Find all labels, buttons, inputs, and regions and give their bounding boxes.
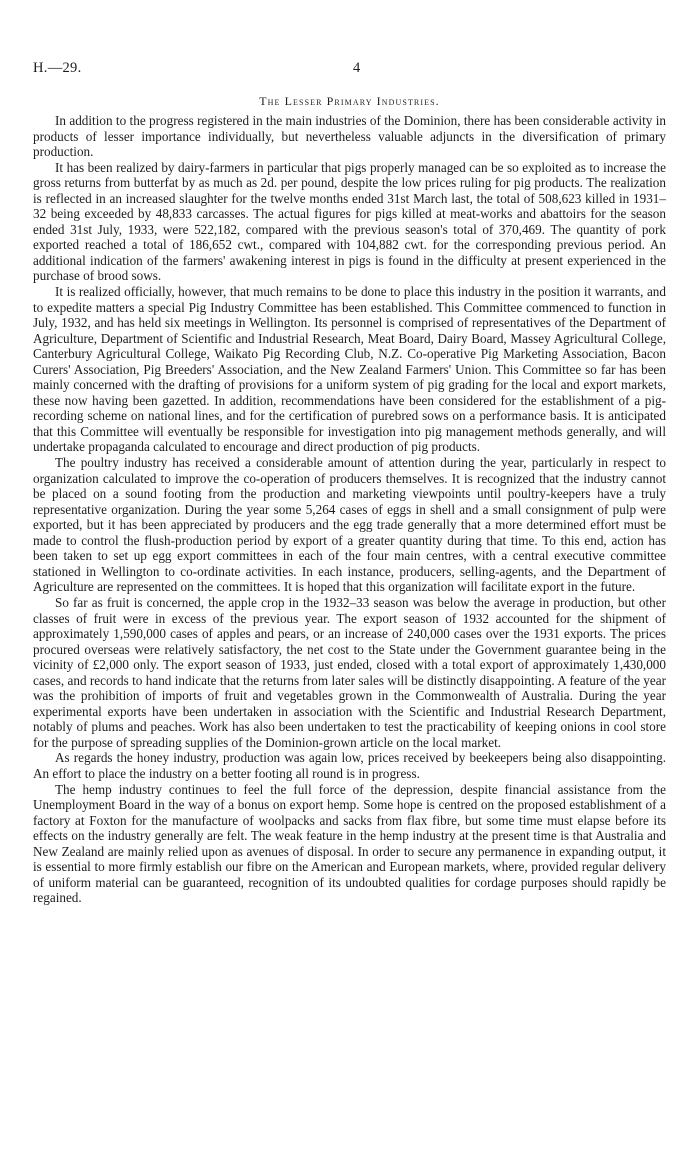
paragraph-pigs: It has been realized by dairy-farmers in particular that pigs properly managed can be so exploited as to increase the gross returns from butterfat by as much as 2d. per pound, despite the low prices ruling for pig products. The realization is reflected in an increased slaughter for the twelve months ended 31st March last, the total of 508,623 killed in 1931–32 being exceeded by 48,833 carcasses. The actual figures for pigs killed at meat-works and abattoirs for the season ended 31st July, 1933, were 522,182, compared with the previous season's total of 370,469. The quantity of pork exported reached a total of 186,652 cwt., compared with 104,882 cwt. for the corresponding previous period. An additional indication of the farmers' awakening interest in pigs is found in the difficulty at present experienced in the purchase of brood sows. <box>33 159 666 284</box>
page-reference: H.—29. <box>33 60 82 76</box>
paragraph-pig-committee: It is realized officially, however, that much remains to be done to place this industry in the position it warrants, and to expedite matters a special Pig Industry Committee has been established. This Committee commenced to function in July, 1932, and has held six meetings in Wellington. Its personnel is comprised of representatives of the Department of Agriculture, Department of Scientific and Industrial Research, Meat Board, Dairy Board, Massey Agricultural College, Canterbury Agricultural College, Waikato Pig Recording Club, N.Z. Co-operative Pig Marketing Association, Bacon Curers' Association, Pig Breeders' Association, and the New Zealand Farmers' Union. This Committee so far has been mainly concerned with the drafting of provisions for a uniform system of pig grading for the local and export markets, these now having been gazetted. In addition, recommendations have been considered for the establishment of a pig-recording scheme on national lines, and for the certification of purebred sows on a performance basis. It is anticipated that this Committee will eventually be responsible for investigation into pig management methods generally, and will undertake propaganda calculated to encourage and direct production of pig products. <box>33 284 666 455</box>
paragraph-intro: In addition to the progress registered in the main industries of the Dominion, there has been considerable activity in products of lesser importance individually, but nevertheless valuable adjuncts in the diversification of primary production. <box>33 113 666 160</box>
body-text <box>33 113 666 906</box>
page-number: 4 <box>353 60 361 76</box>
paragraph-hemp: The hemp industry continues to feel the full force of the depression, despite financial assistance from the Unemployment Board in the way of a bonus on export hemp. Some hope is centred on the proposed establishment of a factory at Foxton for the manufacture of woolpacks and sacks from flax fibre, but some time must elapse before its effects on the industry generally are felt. The weak feature in the hemp industry at the present time is that Australia and New Zealand are mainly relied upon as avenues of disposal. In order to secure any permanence in expanding output, it is essential to more firmly establish our fibre on the American and European markets, where, provided regular delivery of uniform material can be guaranteed, recognition of its undoubted qualities for cordage purposes should rapidly be regained. <box>33 781 666 906</box>
paragraph-fruit: So far as fruit is concerned, the apple crop in the 1932–33 season was below the average in production, but other classes of fruit were in excess of the previous year. The export season of 1932 accounted for the shipment of approximately 1,590,000 cases of apples and pears, or an increase of 240,000 cases over the 1931 exports. The prices procured overseas were relatively satisfactory, the net cost to the State under the Government guarantee being in the vicinity of £2,000 only. The export season of 1933, just ended, closed with a total export of approximately 1,430,000 cases, and records to hand indicate that the returns from later sales will be distinctly disappointing. A feature of the year was the prohibition of imports of fruit and vegetables grown in the Commonwealth of Australia. During the year experimental exports have been undertaken in association with the Scientific and Industrial Research Department, notably of plums and peaches. Work has also been undertaken to test the practicability of keeping onions in cool store for the purpose of spreading supplies of the Dominion-grown article on the local market. <box>33 594 666 750</box>
paragraph-poultry: The poultry industry has received a considerable amount of attention during the year, particularly in respect to organization calculated to improve the co-operation of producers themselves. It is recognized that the industry cannot be placed on a sound footing from the production and marketing viewpoints until poultry-keepers have a truly representative organization. During the year some 5,264 cases of eggs in shell and a small consignment of pulp were exported, but it has been appreciated by producers and the egg trade generally that a more determined effort must be made to control the flush-production period by export of a greater quantity during that time. To this end, action has been taken to set up egg export committees in each of the four main centres, with a central executive committee stationed in Wellington to co-ordinate activities. In each instance, producers, selling-agents, and the Department of Agriculture are represented on the committees. It is hoped that this organization will facilitate export in the future. <box>33 455 666 595</box>
section-title: The Lesser Primary Industries. <box>259 94 440 108</box>
paragraph-honey: As regards the honey industry, production was again low, prices received by beekeepers being also disappointing. An effort to place the industry on a better footing all round is in progress. <box>33 750 666 781</box>
